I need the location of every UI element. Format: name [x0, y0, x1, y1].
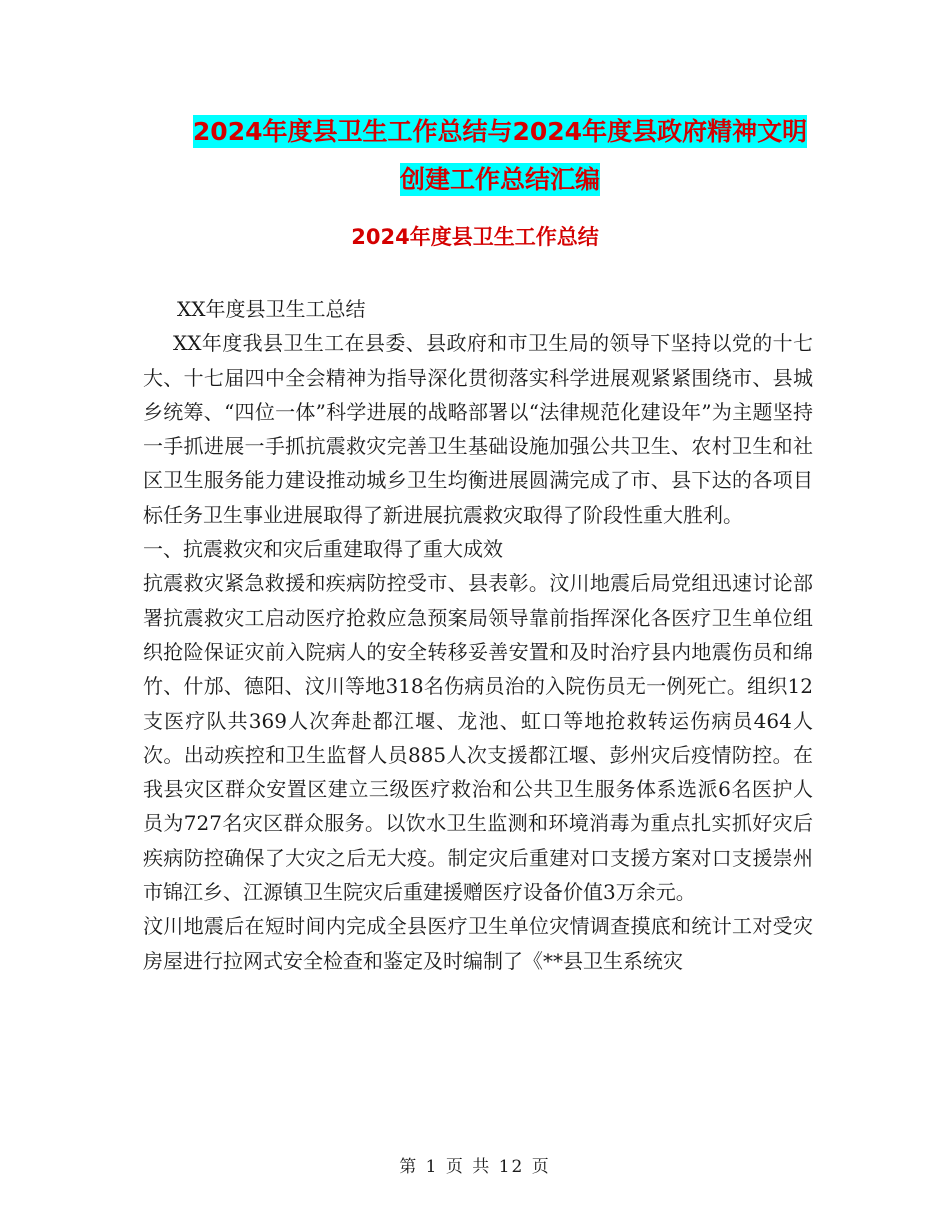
page-number-footer: 第 1 页 共 12 页: [399, 1157, 551, 1177]
section-heading: 一、抗震救灾和灾后重建取得了重大成效: [143, 537, 503, 562]
body-paragraph: XX年度我县卫生工在县委、县政府和市卫生局的领导下坚持以党的十七大、十七届四中全会精神为指导深化贯彻落实科学进展观紧紧围绕市、县城乡统筹、“四位一体”科学进展的战略部署以“法律规范化建设年”为主题坚持一手抓进展一手抓抗震救灾完善卫生基础设施加强公共卫生、农村卫生和社区卫生服务能力建设推动城乡卫生均衡进展圆满完成了市、县下达的各项目标任务卫生事业进展取得了新进展抗震救灾取得了阶段性重大胜利。: [143, 331, 813, 527]
document-body: [143, 292, 813, 978]
body-paragraph: 抗震救灾紧急救援和疾病防控受市、县表彰。汶川地震后局党组迅速讨论部署抗震救灾工启动医疗抢救应急预案局领导靠前指挥深化各医疗卫生单位组织抢险保证灾前入院病人的安全转移妥善安置和及时治疗县内地震伤员和绵竹、什邡、德阳、汶川等地318名伤病员治的入院伤员无一例死亡。组织12支医疗队共369人次奔赴都江堰、龙池、虹口等地抢救转运伤病员464人次。出动疾控和卫生监督人员885人次支援都江堰、彭州灾后疫情防控。在我县灾区群众安置区建立三级医疗救治和公共卫生服务体系选派6名医护人员为727名灾区群众服务。以饮水卫生监测和环境消毒为重点扎实抓好灾后疾病防控确保了大灾之后无大疫。制定灾后重建对口支援方案对口支援崇州市锦江乡、江源镇卫生院灾后重建援赠医疗设备价值3万余元。: [143, 571, 813, 905]
document-title: [140, 108, 860, 204]
body-paragraph: 汶川地震后在短时间内完成全县医疗卫生单位灾情调查摸底和统计工对受灾房屋进行拉网式安全检查和鉴定及时编制了《**县卫生系统灾: [143, 914, 813, 973]
body-heading: XX年度县卫生工总结: [177, 297, 366, 321]
document-title-line-1: 2024年度县卫生工作总结与2024年度县政府精神文明: [192, 117, 808, 146]
document-title-line-2: 创建工作总结汇编: [399, 165, 600, 194]
section-title: 2024年度县卫生工作总结: [351, 225, 599, 249]
